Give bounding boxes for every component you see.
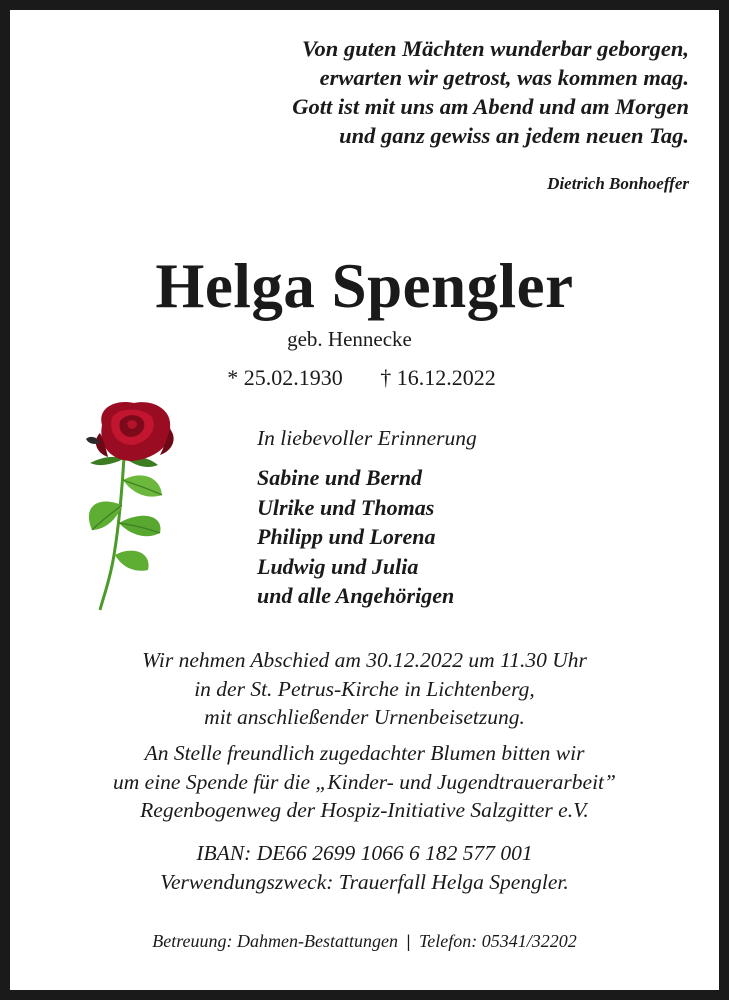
donation-line: Regenbogenweg der Hospiz-Initiative Salzgitter e.V. bbox=[140, 798, 589, 822]
funeral-home: Betreuung: Dahmen-Bestattungen bbox=[152, 931, 398, 951]
footer bbox=[0, 931, 729, 952]
life-dates bbox=[0, 365, 729, 391]
poem-author: Dietrich Bonhoeffer bbox=[547, 174, 689, 193]
farewell-notice bbox=[0, 646, 729, 732]
farewell-line: mit anschließender Urnenbeisetzung. bbox=[204, 705, 525, 729]
memory-intro: In liebevoller Erinnerung bbox=[257, 426, 477, 450]
red-rose-icon bbox=[72, 395, 197, 615]
mourner-name: Philipp und Lorena bbox=[257, 524, 436, 549]
mourner-name: Ulrike und Thomas bbox=[257, 494, 435, 520]
death-date: † 16.12.2022 bbox=[380, 365, 496, 390]
footer-separator: | bbox=[406, 931, 411, 951]
poem-line: erwarten wir getrost, was kommen mag. bbox=[319, 65, 689, 90]
deceased-name: Helga Spengler bbox=[155, 251, 574, 321]
poem-line: Von guten Mächten wunderbar geborgen, bbox=[302, 36, 689, 61]
poem-line: und ganz gewiss an jedem neuen Tag. bbox=[339, 123, 689, 148]
iban: IBAN: DE66 2699 1066 6 182 577 001 bbox=[196, 841, 533, 865]
mourners-list bbox=[257, 463, 454, 611]
bank-details bbox=[0, 839, 729, 896]
farewell-line: Wir nehmen Abschied am 30.12.2022 um 11.30 Uhr bbox=[142, 648, 587, 672]
payment-purpose: Verwendungszweck: Trauerfall Helga Spengler. bbox=[160, 869, 569, 894]
poem-line: Gott ist mit uns am Abend und am Morgen bbox=[292, 94, 689, 119]
mourner-name: Sabine und Bernd bbox=[257, 465, 423, 490]
donation-line: um eine Spende für die „Kinder- und Jugendtrauerarbeit” bbox=[113, 769, 616, 794]
birth-date: * 25.02.1930 bbox=[227, 365, 343, 390]
farewell-line: in der St. Petrus-Kirche in Lichtenberg, bbox=[194, 676, 535, 701]
birth-name: geb. Hennecke bbox=[287, 327, 412, 351]
donation-request bbox=[0, 739, 729, 825]
donation-line: An Stelle freundlich zugedachter Blumen bitten wir bbox=[144, 741, 585, 765]
mourner-name: und alle Angehörigen bbox=[257, 583, 455, 608]
poem bbox=[292, 34, 689, 150]
phone-number: Telefon: 05341/32202 bbox=[418, 931, 577, 951]
mourner-name: Ludwig und Julia bbox=[257, 553, 419, 579]
